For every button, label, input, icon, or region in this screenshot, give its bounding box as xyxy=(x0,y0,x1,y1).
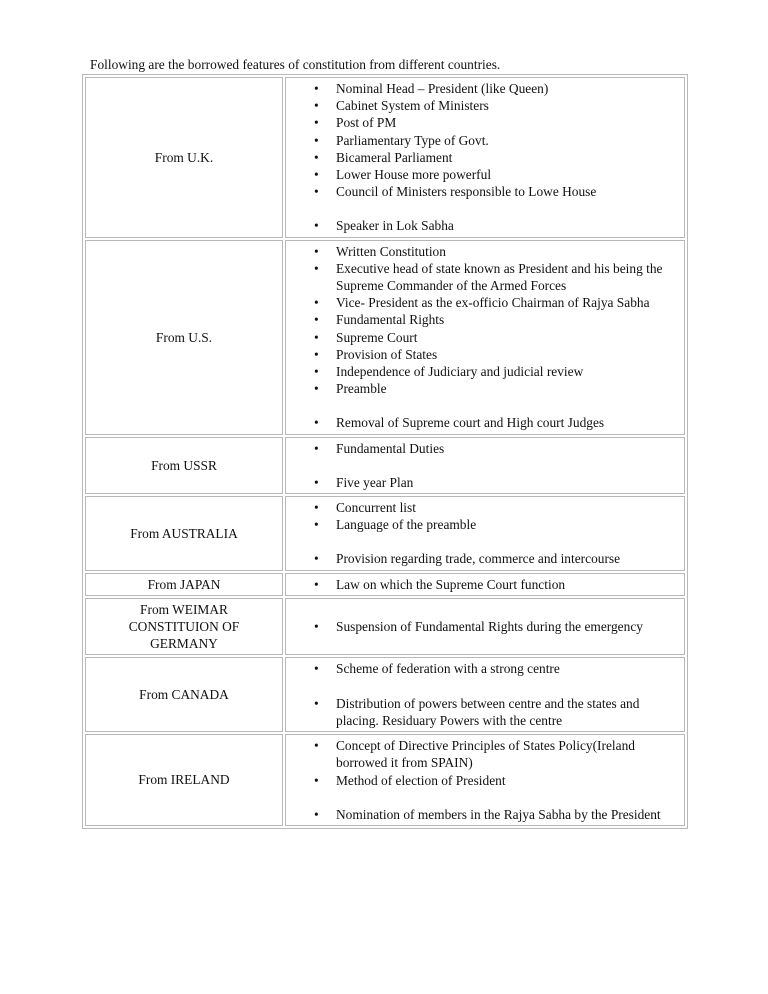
features-cell xyxy=(285,496,685,571)
features-cell xyxy=(285,573,685,596)
country-cell: From WEIMAR CONSTITUION OF GERMANY xyxy=(85,598,283,656)
table-row xyxy=(85,77,685,238)
feature-item: • Vice- President as the ex-officio Chairman of Rajya Sabha xyxy=(336,294,680,311)
table-body xyxy=(85,77,685,826)
table-row xyxy=(85,598,685,656)
feature-item: • Scheme of federation with a strong centre xyxy=(336,660,680,677)
feature-item: • Provision regarding trade, commerce and intercourse xyxy=(336,550,680,567)
feature-item: • Bicameral Parliament xyxy=(336,149,680,166)
feature-item: • Speaker in Lok Sabha xyxy=(336,217,680,234)
country-cell: From USSR xyxy=(85,437,283,494)
table-row xyxy=(85,240,685,435)
feature-item: • Lower House more powerful xyxy=(336,166,680,183)
feature-list xyxy=(290,499,680,568)
feature-item: • Method of election of President xyxy=(336,772,680,789)
features-cell xyxy=(285,437,685,494)
feature-item: • Executive head of state known as President and his being the Supreme Commander of the Armed Forces xyxy=(336,260,680,294)
feature-item: • Written Constitution xyxy=(336,243,680,260)
feature-item: • Independence of Judiciary and judicial review xyxy=(336,363,680,380)
intro-text: Following are the borrowed features of constitution from different countries. xyxy=(90,57,501,72)
features-cell xyxy=(285,734,685,826)
feature-item: • Nominal Head – President (like Queen) xyxy=(336,80,680,97)
feature-item: • Distribution of powers between centre and the states and placing. Residuary Powers with the centre xyxy=(336,695,680,729)
table-row xyxy=(85,437,685,494)
feature-item: • Language of the preamble xyxy=(336,516,680,533)
feature-item: • Parliamentary Type of Govt. xyxy=(336,132,680,149)
feature-list xyxy=(290,660,680,729)
country-cell: From AUSTRALIA xyxy=(85,496,283,571)
table-row xyxy=(85,734,685,826)
feature-item: • Fundamental Rights xyxy=(336,311,680,328)
feature-item: • Provision of States xyxy=(336,346,680,363)
country-cell: From U.K. xyxy=(85,77,283,238)
feature-item: • Council of Ministers responsible to Lowe House xyxy=(336,183,680,200)
feature-item: • Supreme Court xyxy=(336,329,680,346)
feature-item: • Five year Plan xyxy=(336,474,680,491)
country-cell: From JAPAN xyxy=(85,573,283,596)
feature-item: • Concurrent list xyxy=(336,499,680,516)
country-cell: From CANADA xyxy=(85,657,283,732)
feature-item: • Preamble xyxy=(336,380,680,397)
feature-list xyxy=(290,243,680,432)
feature-list xyxy=(290,440,680,491)
borrowed-features-table xyxy=(82,74,688,829)
country-cell: From IRELAND xyxy=(85,734,283,826)
features-cell xyxy=(285,598,685,656)
features-cell xyxy=(285,240,685,435)
document-body xyxy=(82,56,688,829)
features-cell xyxy=(285,77,685,238)
feature-item: • Suspension of Fundamental Rights during the emergency xyxy=(336,618,680,635)
feature-list xyxy=(290,618,680,635)
feature-list xyxy=(290,737,680,823)
features-cell xyxy=(285,657,685,732)
feature-item: • Removal of Supreme court and High court Judges xyxy=(336,414,680,431)
feature-list xyxy=(290,80,680,235)
feature-item: • Law on which the Supreme Court function xyxy=(336,576,680,593)
feature-item: • Fundamental Duties xyxy=(336,440,680,457)
table-row xyxy=(85,573,685,596)
feature-item: • Nomination of members in the Rajya Sabha by the President xyxy=(336,806,680,823)
feature-list xyxy=(290,576,680,593)
country-cell: From U.S. xyxy=(85,240,283,435)
feature-item: • Post of PM xyxy=(336,114,680,131)
table-row xyxy=(85,657,685,732)
feature-item: • Concept of Directive Principles of States Policy(Ireland borrowed it from SPAIN) xyxy=(336,737,680,771)
feature-item: • Cabinet System of Ministers xyxy=(336,97,680,114)
table-row xyxy=(85,496,685,571)
